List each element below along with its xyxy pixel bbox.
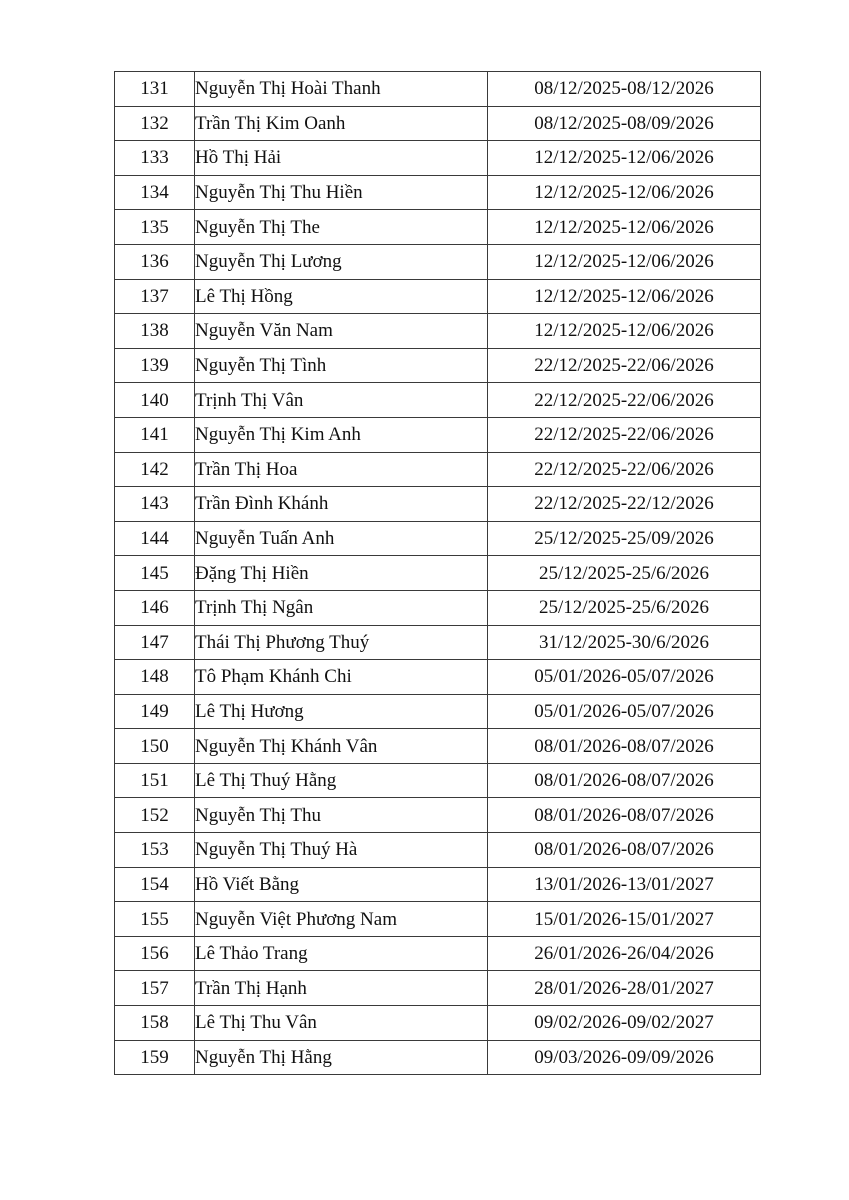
row-number-cell: 155 xyxy=(115,902,195,937)
row-number-cell: 140 xyxy=(115,383,195,418)
row-number-cell: 148 xyxy=(115,660,195,695)
date-range-cell: 22/12/2025-22/06/2026 xyxy=(488,383,761,418)
person-name-cell: Thái Thị Phương Thuý xyxy=(195,625,488,660)
table-row xyxy=(115,867,761,902)
table-row xyxy=(115,314,761,349)
date-range-cell: 08/01/2026-08/07/2026 xyxy=(488,798,761,833)
date-range-cell: 31/12/2025-30/6/2026 xyxy=(488,625,761,660)
table-row xyxy=(115,763,761,798)
person-name-cell: Nguyễn Thị Thuý Hà xyxy=(195,833,488,868)
date-range-cell: 09/02/2026-09/02/2027 xyxy=(488,1006,761,1041)
row-number-cell: 137 xyxy=(115,279,195,314)
row-number-cell: 150 xyxy=(115,729,195,764)
table-row xyxy=(115,729,761,764)
row-number-cell: 134 xyxy=(115,175,195,210)
table-row xyxy=(115,175,761,210)
table-row xyxy=(115,590,761,625)
row-number-cell: 146 xyxy=(115,590,195,625)
date-range-cell: 08/01/2026-08/07/2026 xyxy=(488,763,761,798)
table-row xyxy=(115,72,761,107)
person-name-cell: Lê Thị Hồng xyxy=(195,279,488,314)
roster-table-body xyxy=(115,72,761,1075)
table-row xyxy=(115,141,761,176)
date-range-cell: 12/12/2025-12/06/2026 xyxy=(488,141,761,176)
row-number-cell: 141 xyxy=(115,417,195,452)
person-name-cell: Lê Thị Thuý Hằng xyxy=(195,763,488,798)
person-name-cell: Nguyễn Thị Lương xyxy=(195,244,488,279)
table-row xyxy=(115,1006,761,1041)
person-name-cell: Trịnh Thị Vân xyxy=(195,383,488,418)
person-name-cell: Trịnh Thị Ngân xyxy=(195,590,488,625)
table-row xyxy=(115,244,761,279)
person-name-cell: Lê Thảo Trang xyxy=(195,936,488,971)
date-range-cell: 12/12/2025-12/06/2026 xyxy=(488,175,761,210)
table-row xyxy=(115,971,761,1006)
person-name-cell: Trần Thị Kim Oanh xyxy=(195,106,488,141)
person-name-cell: Nguyễn Thị Tình xyxy=(195,348,488,383)
row-number-cell: 149 xyxy=(115,694,195,729)
date-range-cell: 05/01/2026-05/07/2026 xyxy=(488,694,761,729)
person-name-cell: Nguyễn Thị Thu xyxy=(195,798,488,833)
row-number-cell: 157 xyxy=(115,971,195,1006)
date-range-cell: 09/03/2026-09/09/2026 xyxy=(488,1040,761,1075)
date-range-cell: 25/12/2025-25/09/2026 xyxy=(488,521,761,556)
table-row xyxy=(115,798,761,833)
row-number-cell: 142 xyxy=(115,452,195,487)
table-row xyxy=(115,487,761,522)
person-name-cell: Lê Thị Hương xyxy=(195,694,488,729)
date-range-cell: 05/01/2026-05/07/2026 xyxy=(488,660,761,695)
row-number-cell: 143 xyxy=(115,487,195,522)
person-name-cell: Nguyễn Thị Thu Hiền xyxy=(195,175,488,210)
table-row xyxy=(115,1040,761,1075)
row-number-cell: 154 xyxy=(115,867,195,902)
row-number-cell: 156 xyxy=(115,936,195,971)
row-number-cell: 158 xyxy=(115,1006,195,1041)
person-name-cell: Đặng Thị Hiền xyxy=(195,556,488,591)
date-range-cell: 08/01/2026-08/07/2026 xyxy=(488,833,761,868)
date-range-cell: 22/12/2025-22/06/2026 xyxy=(488,452,761,487)
row-number-cell: 151 xyxy=(115,763,195,798)
date-range-cell: 08/12/2025-08/09/2026 xyxy=(488,106,761,141)
row-number-cell: 153 xyxy=(115,833,195,868)
roster-table xyxy=(114,71,761,1075)
row-number-cell: 132 xyxy=(115,106,195,141)
date-range-cell: 28/01/2026-28/01/2027 xyxy=(488,971,761,1006)
row-number-cell: 152 xyxy=(115,798,195,833)
table-row xyxy=(115,833,761,868)
person-name-cell: Lê Thị Thu Vân xyxy=(195,1006,488,1041)
table-row xyxy=(115,210,761,245)
date-range-cell: 08/12/2025-08/12/2026 xyxy=(488,72,761,107)
person-name-cell: Hồ Viết Bằng xyxy=(195,867,488,902)
person-name-cell: Nguyễn Thị The xyxy=(195,210,488,245)
row-number-cell: 135 xyxy=(115,210,195,245)
person-name-cell: Hồ Thị Hải xyxy=(195,141,488,176)
row-number-cell: 145 xyxy=(115,556,195,591)
table-row xyxy=(115,348,761,383)
table-row xyxy=(115,106,761,141)
date-range-cell: 12/12/2025-12/06/2026 xyxy=(488,314,761,349)
date-range-cell: 26/01/2026-26/04/2026 xyxy=(488,936,761,971)
row-number-cell: 147 xyxy=(115,625,195,660)
person-name-cell: Nguyễn Tuấn Anh xyxy=(195,521,488,556)
date-range-cell: 08/01/2026-08/07/2026 xyxy=(488,729,761,764)
table-row xyxy=(115,452,761,487)
row-number-cell: 133 xyxy=(115,141,195,176)
person-name-cell: Tô Phạm Khánh Chi xyxy=(195,660,488,695)
table-row xyxy=(115,660,761,695)
date-range-cell: 25/12/2025-25/6/2026 xyxy=(488,556,761,591)
person-name-cell: Nguyễn Thị Kim Anh xyxy=(195,417,488,452)
table-row xyxy=(115,902,761,937)
row-number-cell: 131 xyxy=(115,72,195,107)
date-range-cell: 12/12/2025-12/06/2026 xyxy=(488,210,761,245)
person-name-cell: Trần Thị Hoa xyxy=(195,452,488,487)
row-number-cell: 159 xyxy=(115,1040,195,1075)
row-number-cell: 136 xyxy=(115,244,195,279)
person-name-cell: Trần Đình Khánh xyxy=(195,487,488,522)
person-name-cell: Nguyễn Thị Khánh Vân xyxy=(195,729,488,764)
date-range-cell: 22/12/2025-22/12/2026 xyxy=(488,487,761,522)
row-number-cell: 139 xyxy=(115,348,195,383)
person-name-cell: Nguyễn Văn Nam xyxy=(195,314,488,349)
table-row xyxy=(115,694,761,729)
person-name-cell: Nguyễn Việt Phương Nam xyxy=(195,902,488,937)
row-number-cell: 138 xyxy=(115,314,195,349)
table-row xyxy=(115,936,761,971)
date-range-cell: 15/01/2026-15/01/2027 xyxy=(488,902,761,937)
table-row xyxy=(115,521,761,556)
person-name-cell: Nguyễn Thị Hoài Thanh xyxy=(195,72,488,107)
table-row xyxy=(115,417,761,452)
date-range-cell: 12/12/2025-12/06/2026 xyxy=(488,279,761,314)
table-row xyxy=(115,625,761,660)
date-range-cell: 12/12/2025-12/06/2026 xyxy=(488,244,761,279)
row-number-cell: 144 xyxy=(115,521,195,556)
date-range-cell: 13/01/2026-13/01/2027 xyxy=(488,867,761,902)
date-range-cell: 25/12/2025-25/6/2026 xyxy=(488,590,761,625)
person-name-cell: Nguyễn Thị Hằng xyxy=(195,1040,488,1075)
person-name-cell: Trần Thị Hạnh xyxy=(195,971,488,1006)
date-range-cell: 22/12/2025-22/06/2026 xyxy=(488,417,761,452)
table-row xyxy=(115,279,761,314)
table-row xyxy=(115,383,761,418)
table-row xyxy=(115,556,761,591)
date-range-cell: 22/12/2025-22/06/2026 xyxy=(488,348,761,383)
